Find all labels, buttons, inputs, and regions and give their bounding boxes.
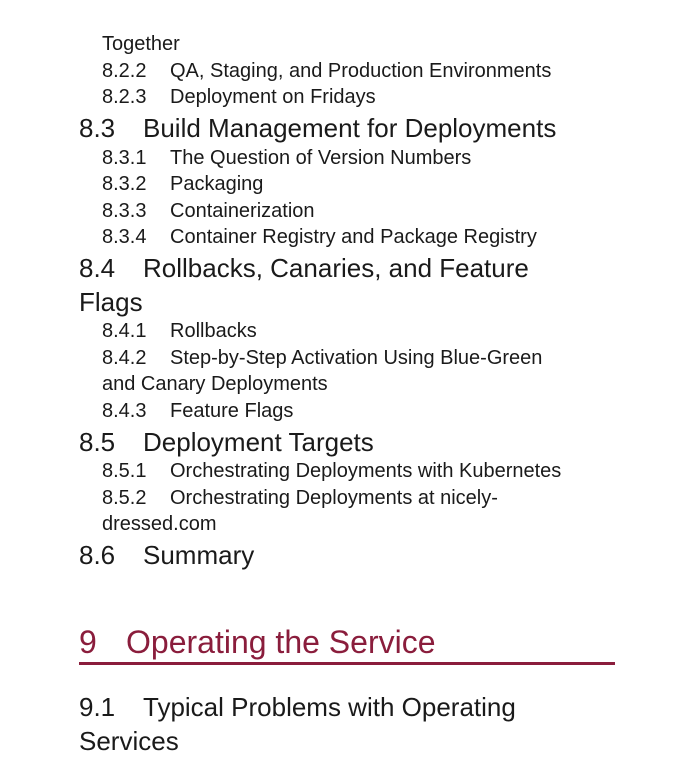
toc-section-title: Build Management for Deployments xyxy=(143,113,557,143)
toc-entry-8-5-1[interactable] xyxy=(102,460,561,483)
toc-section-number: 8.3 xyxy=(79,113,116,143)
toc-entry-8-4-1[interactable] xyxy=(102,320,257,343)
toc-entry-title: Containerization xyxy=(170,200,315,222)
toc-entry-number: 8.2.2 xyxy=(102,60,147,82)
chapter-title: Operating the Service xyxy=(126,624,436,660)
toc-entry-8-4-2-continuation[interactable]: and Canary Deployments xyxy=(102,373,328,395)
toc-entry-8-3-2[interactable] xyxy=(102,173,263,196)
toc-entry-title: Container Registry and Package Registry xyxy=(170,226,537,248)
toc-section-9-1[interactable] xyxy=(79,692,516,723)
toc-entry-number: 8.4.2 xyxy=(102,347,147,369)
toc-entry-8-5-2-continuation[interactable]: dressed.com xyxy=(102,513,217,535)
chapter-number: 9 xyxy=(79,624,97,660)
toc-entry-8-4-3[interactable] xyxy=(102,400,293,423)
toc-section-title: Rollbacks, Canaries, and Feature xyxy=(143,253,529,283)
toc-entry-8-5-2[interactable] xyxy=(102,487,498,510)
toc-entry-number: 8.2.3 xyxy=(102,86,147,108)
toc-entry-title: Step-by-Step Activation Using Blue-Green xyxy=(170,347,543,369)
toc-entry-number: 8.5.1 xyxy=(102,460,147,482)
toc-section-title: Typical Problems with Operating xyxy=(143,692,516,722)
toc-entry-number: 8.5.2 xyxy=(102,487,147,509)
toc-entry-title: QA, Staging, and Production Environments xyxy=(170,60,552,82)
toc-entry-title: Feature Flags xyxy=(170,400,294,422)
toc-entry-title: Packaging xyxy=(170,173,264,195)
toc-section-title: Deployment Targets xyxy=(143,427,374,457)
toc-entry-title: Rollbacks xyxy=(170,320,257,342)
toc-section-8-6[interactable] xyxy=(79,540,254,571)
toc-entry-number: 8.4.1 xyxy=(102,320,147,342)
toc-entry-8-3-3[interactable] xyxy=(102,200,315,223)
toc-entry-8-4-2[interactable] xyxy=(102,347,542,370)
toc-section-number: 8.6 xyxy=(79,540,116,570)
toc-entry-title: The Question of Version Numbers xyxy=(170,147,472,169)
toc-section-8-4[interactable] xyxy=(79,253,529,284)
toc-entry-title: Orchestrating Deployments at nicely- xyxy=(170,487,498,509)
toc-section-number: 9.1 xyxy=(79,692,116,722)
toc-section-8-4-continuation[interactable]: Flags xyxy=(79,287,143,317)
toc-entry-number: 8.3.1 xyxy=(102,147,147,169)
toc-entry-8-2-3[interactable] xyxy=(102,86,376,109)
toc-continuation-text: Together xyxy=(102,33,180,55)
toc-section-9-1-continuation[interactable]: Services xyxy=(79,726,179,756)
toc-section-8-3[interactable] xyxy=(79,113,556,144)
toc-entry-8-2-2[interactable] xyxy=(102,60,551,83)
toc-section-number: 8.5 xyxy=(79,427,116,457)
toc-entry-8-3-1[interactable] xyxy=(102,147,471,170)
toc-entry-number: 8.3.4 xyxy=(102,226,147,248)
toc-entry-title: Deployment on Fridays xyxy=(170,86,376,108)
toc-entry-8-3-4[interactable] xyxy=(102,226,537,249)
toc-section-number: 8.4 xyxy=(79,253,116,283)
toc-section-title: Summary xyxy=(143,540,255,570)
toc-section-8-5[interactable] xyxy=(79,427,374,458)
chapter-rule xyxy=(79,662,615,665)
toc-entry-number: 8.3.2 xyxy=(102,173,147,195)
toc-entry-title: Orchestrating Deployments with Kubernetes xyxy=(170,460,562,482)
toc-entry-number: 8.3.3 xyxy=(102,200,147,222)
toc-entry-number: 8.4.3 xyxy=(102,400,147,422)
chapter-heading[interactable] xyxy=(79,624,436,661)
